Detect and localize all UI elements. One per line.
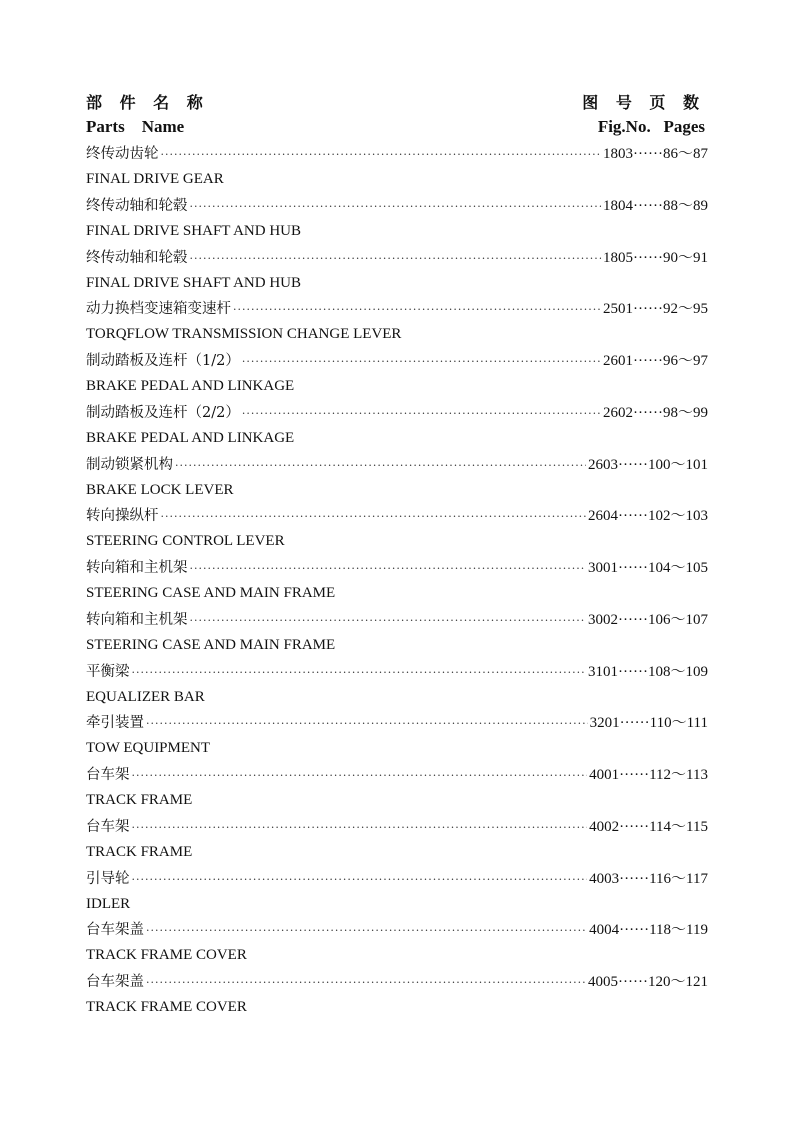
dot-leader: [146, 918, 587, 944]
entry-fig-pages: [603, 193, 708, 219]
dot-leader-short: ······: [619, 922, 650, 939]
dot-leader-short: ······: [619, 767, 650, 783]
entry-fig-pages: [603, 400, 708, 426]
toc-entry: [86, 141, 708, 193]
entry-fig-no: 4001: [589, 767, 620, 783]
toc-entry: [86, 193, 708, 245]
entry-cn-line: [86, 814, 708, 840]
toc-entry: [86, 659, 708, 711]
entry-name-en: IDLER: [86, 895, 131, 912]
entry-name-en: FINAL DRIVE GEAR: [86, 171, 224, 187]
header-fig-pages-en: Fig.No. Pages: [597, 117, 705, 136]
entry-name-cn: 台车架: [86, 818, 130, 835]
toc-entry: [86, 296, 708, 348]
entry-fig-no: 2604: [588, 508, 618, 525]
toc-entry: [86, 866, 708, 918]
entry-name-en: TRACK FRAME COVER: [86, 999, 247, 1015]
entry-name-cn: 动力换档变速箱变速杆: [86, 301, 231, 318]
entry-pages: 104～105: [647, 560, 708, 576]
entry-fig-no: 3001: [588, 560, 618, 576]
entry-pages: 106～107: [647, 611, 708, 628]
entry-name-en: BRAKE PEDAL AND LINKAGE: [86, 378, 295, 394]
entry-cn-line: [86, 193, 708, 219]
toc-entry: [86, 710, 708, 762]
entry-fig-pages: [588, 503, 708, 529]
entry-pages: 86～87: [662, 146, 708, 162]
entry-fig-pages: [603, 348, 708, 374]
entry-name-en: FINAL DRIVE SHAFT AND HUB: [86, 222, 302, 239]
dot-leader: [190, 608, 587, 634]
entry-cn-line: [86, 866, 708, 892]
entry-name-cn: 平衡梁: [86, 663, 130, 680]
entry-fig-pages: [603, 141, 708, 167]
entry-fig-no: 2501: [603, 301, 633, 318]
dot-leader: [146, 970, 586, 996]
entry-cn-line: [86, 296, 708, 322]
toc-entry: [86, 607, 708, 659]
dot-leader: [242, 349, 601, 375]
header-parts-name-en: Parts Name: [86, 117, 185, 136]
toc-entry: [86, 452, 708, 504]
dot-leader-short: ······: [633, 197, 663, 214]
dot-leader-short: ······: [633, 301, 663, 318]
dot-leader: [190, 194, 602, 220]
entry-fig-no: 1804: [603, 197, 633, 214]
entry-fig-no: 1803: [603, 146, 633, 162]
entry-name-cn: 转向箱和主机架: [86, 560, 188, 576]
entry-pages: 114～115: [649, 818, 708, 835]
entry-fig-pages: [588, 452, 708, 478]
entry-fig-pages: [603, 245, 708, 271]
dot-leader-short: ······: [633, 353, 663, 369]
entry-fig-pages: [589, 814, 708, 840]
entry-pages: 120～121: [647, 974, 708, 990]
toc-entry: [86, 814, 708, 866]
entry-fig-pages: [589, 762, 708, 788]
entry-cn-line: [86, 659, 708, 685]
dot-leader-short: ······: [618, 611, 648, 628]
dot-leader: [233, 297, 601, 323]
dot-leader: [161, 142, 602, 168]
entry-fig-no: 4003: [589, 870, 620, 887]
entry-cn-line: [86, 555, 708, 581]
dot-leader: [175, 453, 586, 479]
entry-pages: 92～95: [662, 301, 708, 318]
entry-name-en: FINAL DRIVE SHAFT AND HUB: [86, 274, 302, 291]
entry-fig-pages: [603, 296, 708, 322]
entry-name-cn: 台车架: [86, 767, 130, 783]
toc-entries: [86, 141, 708, 1021]
entry-cn-line: [86, 503, 708, 529]
entry-fig-no: 3201: [589, 715, 620, 732]
entry-cn-line: [86, 710, 708, 736]
toc-entry: [86, 555, 708, 607]
entry-pages: 110～111: [649, 715, 708, 732]
entry-name-en: TOW EQUIPMENT: [86, 740, 211, 757]
entry-name-cn: 制动锁紧机构: [86, 456, 173, 473]
dot-leader-short: ······: [618, 560, 648, 576]
dot-leader-short: ······: [618, 508, 648, 525]
dot-leader-short: ······: [633, 404, 663, 421]
entry-cn-line: [86, 245, 708, 271]
entry-name-en: STEERING CONTROL LEVER: [86, 533, 285, 550]
entry-name-en: TORQFLOW TRANSMISSION CHANGE LEVER: [86, 326, 402, 343]
entry-cn-line: [86, 917, 708, 943]
entry-fig-no: 4005: [588, 974, 618, 990]
entry-name-en: TRACK FRAME: [86, 792, 193, 808]
dot-leader-short: ······: [618, 974, 648, 990]
entry-cn-line: [86, 141, 708, 167]
dot-leader-short: ······: [619, 715, 650, 732]
entry-cn-line: [86, 969, 708, 995]
entry-fig-pages: [589, 866, 708, 892]
entry-pages: 116～117: [649, 870, 708, 887]
entry-name-cn: 终传动轴和轮毂: [86, 197, 188, 214]
dot-leader: [132, 763, 588, 789]
entry-cn-line: [86, 400, 708, 426]
entry-name-cn: 转向操纵杆: [86, 508, 159, 525]
entry-pages: 102～103: [647, 508, 708, 525]
header-english: [86, 117, 705, 139]
header-parts-name-cn: 部 件 名 称: [86, 93, 209, 112]
entry-fig-no: 2603: [588, 456, 618, 473]
entry-pages: 100～101: [647, 456, 708, 473]
entry-pages: 118～119: [649, 922, 708, 939]
entry-fig-no: 4002: [589, 818, 620, 835]
dot-leader: [132, 867, 588, 893]
entry-fig-pages: [590, 710, 708, 736]
toc-entry: [86, 969, 708, 1021]
entry-pages: 112～113: [649, 767, 708, 783]
entry-name-cn: 转向箱和主机架: [86, 611, 188, 628]
entry-name-en: STEERING CASE AND MAIN FRAME: [86, 636, 336, 653]
entry-name-cn: 终传动轴和轮毂: [86, 249, 188, 266]
entry-cn-line: [86, 452, 708, 478]
entry-name-en: EQUALIZER BAR: [86, 688, 205, 705]
entry-name-cn: 制动踏板及连杆（2/2）: [86, 404, 240, 421]
entry-name-cn: 台车架盖: [86, 922, 144, 939]
entry-fig-pages: [588, 969, 708, 995]
dot-leader: [242, 401, 601, 427]
entry-name-en: BRAKE LOCK LEVER: [86, 481, 234, 498]
entry-name-en: TRACK FRAME: [86, 843, 193, 860]
entry-name-en: TRACK FRAME COVER: [86, 947, 247, 964]
entry-cn-line: [86, 607, 708, 633]
toc-entry: [86, 400, 708, 452]
dot-leader: [132, 660, 587, 686]
entry-fig-no: 2602: [603, 404, 633, 421]
entry-fig-pages: [589, 917, 708, 943]
entry-pages: 108～109: [647, 663, 708, 680]
dot-leader-short: ······: [619, 818, 650, 835]
entry-fig-no: 3002: [588, 611, 618, 628]
dot-leader: [190, 246, 602, 272]
toc-entry: [86, 245, 708, 297]
entry-name-cn: 终传动齿轮: [86, 146, 159, 162]
header-fig-pages-cn: 图 号 页 数: [582, 93, 705, 112]
entry-name-cn: 制动踏板及连杆（1/2）: [86, 353, 240, 369]
toc-entry: [86, 917, 708, 969]
entry-fig-no: 4004: [589, 922, 620, 939]
dot-leader: [146, 711, 588, 737]
dot-leader: [190, 556, 587, 582]
dot-leader-short: ······: [633, 146, 663, 162]
dot-leader-short: ······: [619, 870, 650, 887]
dot-leader-short: ······: [618, 663, 648, 680]
entry-pages: 88～89: [662, 197, 708, 214]
entry-name-en: STEERING CASE AND MAIN FRAME: [86, 585, 336, 601]
entry-name-cn: 台车架盖: [86, 974, 144, 990]
entry-pages: 90～91: [662, 249, 708, 266]
toc-entry: [86, 348, 708, 400]
entry-fig-pages: [588, 607, 708, 633]
entry-fig-no: 1805: [603, 249, 633, 266]
entry-pages: 98～99: [662, 404, 708, 421]
entry-fig-no: 2601: [603, 353, 633, 369]
header-chinese: [86, 90, 705, 114]
entry-fig-pages: [588, 659, 708, 685]
entry-name-cn: 牵引装置: [86, 715, 144, 732]
toc-entry: [86, 503, 708, 555]
dot-leader-short: ······: [633, 249, 663, 266]
entry-cn-line: [86, 348, 708, 374]
entry-fig-no: 3101: [588, 663, 618, 680]
entry-name-en: BRAKE PEDAL AND LINKAGE: [86, 429, 295, 446]
entry-fig-pages: [588, 555, 708, 581]
toc-entry: [86, 762, 708, 814]
entry-cn-line: [86, 762, 708, 788]
dot-leader-short: ······: [618, 456, 648, 473]
dot-leader: [132, 815, 588, 841]
dot-leader: [161, 504, 587, 530]
entry-pages: 96～97: [662, 353, 708, 369]
entry-name-cn: 引导轮: [86, 870, 130, 887]
